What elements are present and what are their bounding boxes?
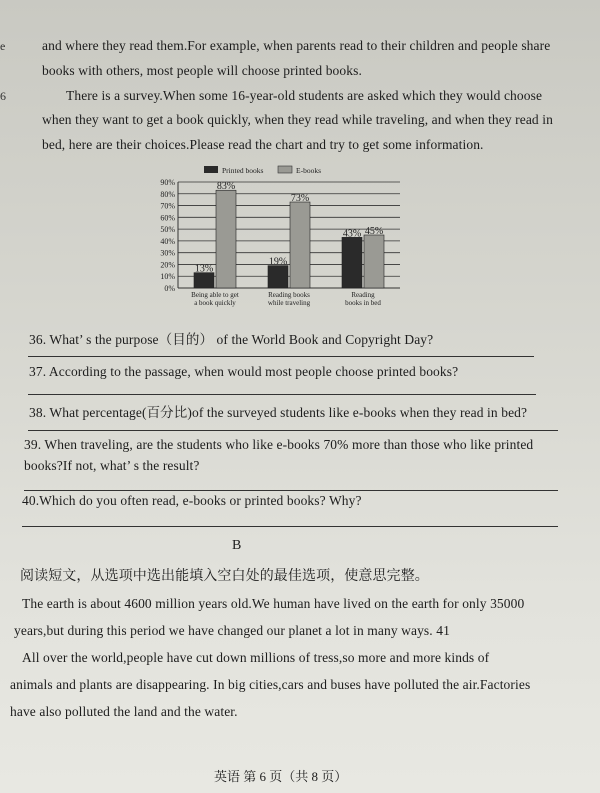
legend-swatch-ebooks (278, 166, 292, 173)
question-39: 39. When traveling, are the students who like e-books 70% more than those who like printed (24, 437, 534, 452)
answer-line (28, 394, 536, 395)
passage-line: years,but during this period we have changed our planet a lot in many ways. 41 (14, 623, 450, 638)
paragraph-line: books with others, most people will choose printed books. (42, 63, 362, 78)
x-tick-label: Reading books (268, 291, 310, 299)
bar (290, 202, 310, 288)
margin-mark: e (0, 39, 6, 53)
y-tick-label: 90% (160, 178, 175, 187)
y-tick-label: 40% (160, 236, 175, 246)
paragraph-line: There is a survey.When some 16-year-old students are asked which they would choose (66, 88, 543, 103)
bar (342, 237, 362, 288)
x-tick-label: a book quickly (194, 299, 236, 307)
data-label: 43% (342, 228, 362, 240)
data-label: 19% (268, 256, 288, 268)
y-tick-label: 10% (160, 272, 175, 282)
passage-line: have also polluted the land and the water. (10, 704, 238, 719)
paragraph-line: when they want to get a book quickly, when they read while traveling, and when they read in (42, 112, 553, 127)
data-label: 45% (364, 226, 384, 237)
question-38: 38. What percentage(百分比)of the surveyed students like e-books when they read in bed? (29, 405, 528, 420)
answer-line (22, 526, 558, 527)
question-36: 36. What’ s the purpose（目的） of the World Book and Copyright Day? (29, 332, 434, 347)
bar (364, 235, 384, 288)
passage-line: All over the world,people have cut down millions of tress,so more and more kinds of (22, 650, 490, 665)
answer-line (28, 356, 534, 357)
data-label: 73% (290, 193, 310, 205)
x-tick-label: Reading (351, 291, 375, 299)
passage-line: animals and plants are disappearing. In big cities,cars and buses have polluted the air.Factories (10, 677, 531, 692)
x-tick-label: books in bed (345, 299, 381, 307)
y-tick-label: 50% (160, 225, 175, 235)
question-37: 37. According to the passage, when would most people choose printed books? (29, 364, 459, 379)
legend-label-ebooks: E-books (296, 166, 321, 175)
legend-swatch-printed (204, 166, 218, 173)
bar (194, 273, 214, 288)
y-tick-label: 0% (164, 284, 175, 293)
y-tick-label: 70% (160, 201, 175, 211)
section-instruction: 阅读短文，从选项中选出能填入空白处的最佳选项，使意思完整。 (20, 569, 429, 584)
x-tick-label: while traveling (267, 299, 311, 307)
paragraph-line: and where they read them.For example, when parents read to their children and people share (42, 38, 551, 53)
answer-line (28, 430, 558, 431)
data-label: 13% (194, 263, 214, 275)
paragraph-line: bed, here are their choices.Please read the chart and try to get some information. (42, 137, 484, 152)
x-tick-label: Being able to get (191, 291, 239, 299)
y-tick-label: 30% (160, 248, 175, 258)
survey-bar-chart (150, 160, 420, 308)
y-tick-label: 80% (160, 189, 175, 199)
bar (216, 190, 236, 288)
answer-line (24, 490, 558, 491)
y-tick-label: 60% (160, 213, 175, 223)
legend-label-printed: Printed books (222, 166, 264, 175)
margin-mark: 6 (0, 89, 6, 103)
data-label: 83% (216, 181, 236, 193)
bar (268, 266, 288, 288)
page-footer: 英语 第 6 页（共 8 页） (214, 769, 348, 784)
y-tick-label: 20% (160, 260, 175, 270)
section-heading: B (232, 538, 242, 553)
passage-line: The earth is about 4600 million years old.We human have lived on the earth for only 35000 (22, 596, 525, 611)
question-39-continued: books?If not, what’ s the result? (24, 458, 200, 473)
question-40: 40.Which do you often read, e-books or printed books? Why? (22, 493, 362, 508)
